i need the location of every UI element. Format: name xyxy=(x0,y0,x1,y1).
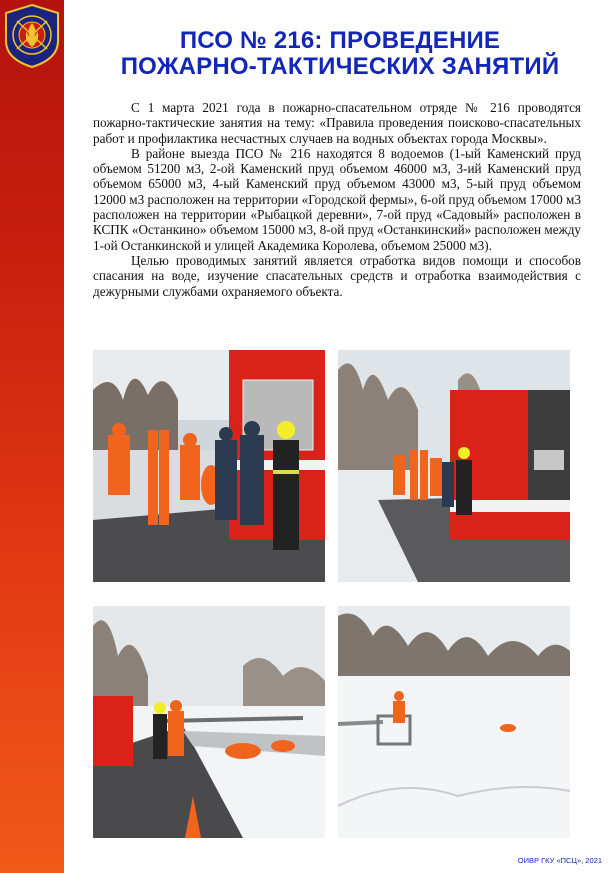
photo-rescuers-by-truck xyxy=(93,350,325,582)
footer-credit: ОИВР ГКУ «ПСЦ», 2021 xyxy=(517,856,602,865)
paragraph-3: Целью проводимых занятий является отработка видов помощи и способов спасания на воде, изучение спасательных средств и отработка взаимодействия с дежурными службами охраняемого объекта. xyxy=(93,252,581,299)
paragraph-2: В районе выезда ПСО № 216 находятся 8 водоемов (1-ый Каменский пруд объемом 51200 м3, 2-ой Каменский пруд объемом 46000 м3, 3-ий Каменский пруд объемом 65000 м3, 4-ый Каменский пруд объемом 43000 м3, 5-ый пруд объемом 12000 м3 расположен на территории «Городской фермы», 6-ой пруд объемом 17000 м3 расположен на территории «Рыбацкой деревни», 7-ой пруд «Садовый» расположен в КСПК «Останкино» объемом 15000 м3, 8-ой пруд «Останкинский» расположен между 1-ой Останкинской и улицей Академика Королева, объемом 25000 м3). xyxy=(93,145,581,253)
title-line-2: ПОЖАРНО-ТАКТИЧЕСКИХ ЗАНЯТИЙ xyxy=(120,53,560,80)
page-title xyxy=(82,28,598,80)
photo-fire-truck-team xyxy=(338,350,570,582)
article-body xyxy=(93,100,581,299)
side-bar xyxy=(0,0,64,873)
paragraph-1: С 1 марта 2021 года в пожарно-спасательном отряде № 216 проводятся пожарно-тактические занятия на тему: «Правила проведения поисково-спасательных работ и профилактика несчастных случаев на водных объектах города Москвы». xyxy=(93,100,581,146)
photo-frozen-pond xyxy=(338,606,570,838)
title-line-1: ПСО № 216: ПРОВЕДЕНИЕ xyxy=(179,27,501,54)
photo-pier-ladder xyxy=(93,606,325,838)
fire-rescue-emblem-icon xyxy=(3,3,61,69)
